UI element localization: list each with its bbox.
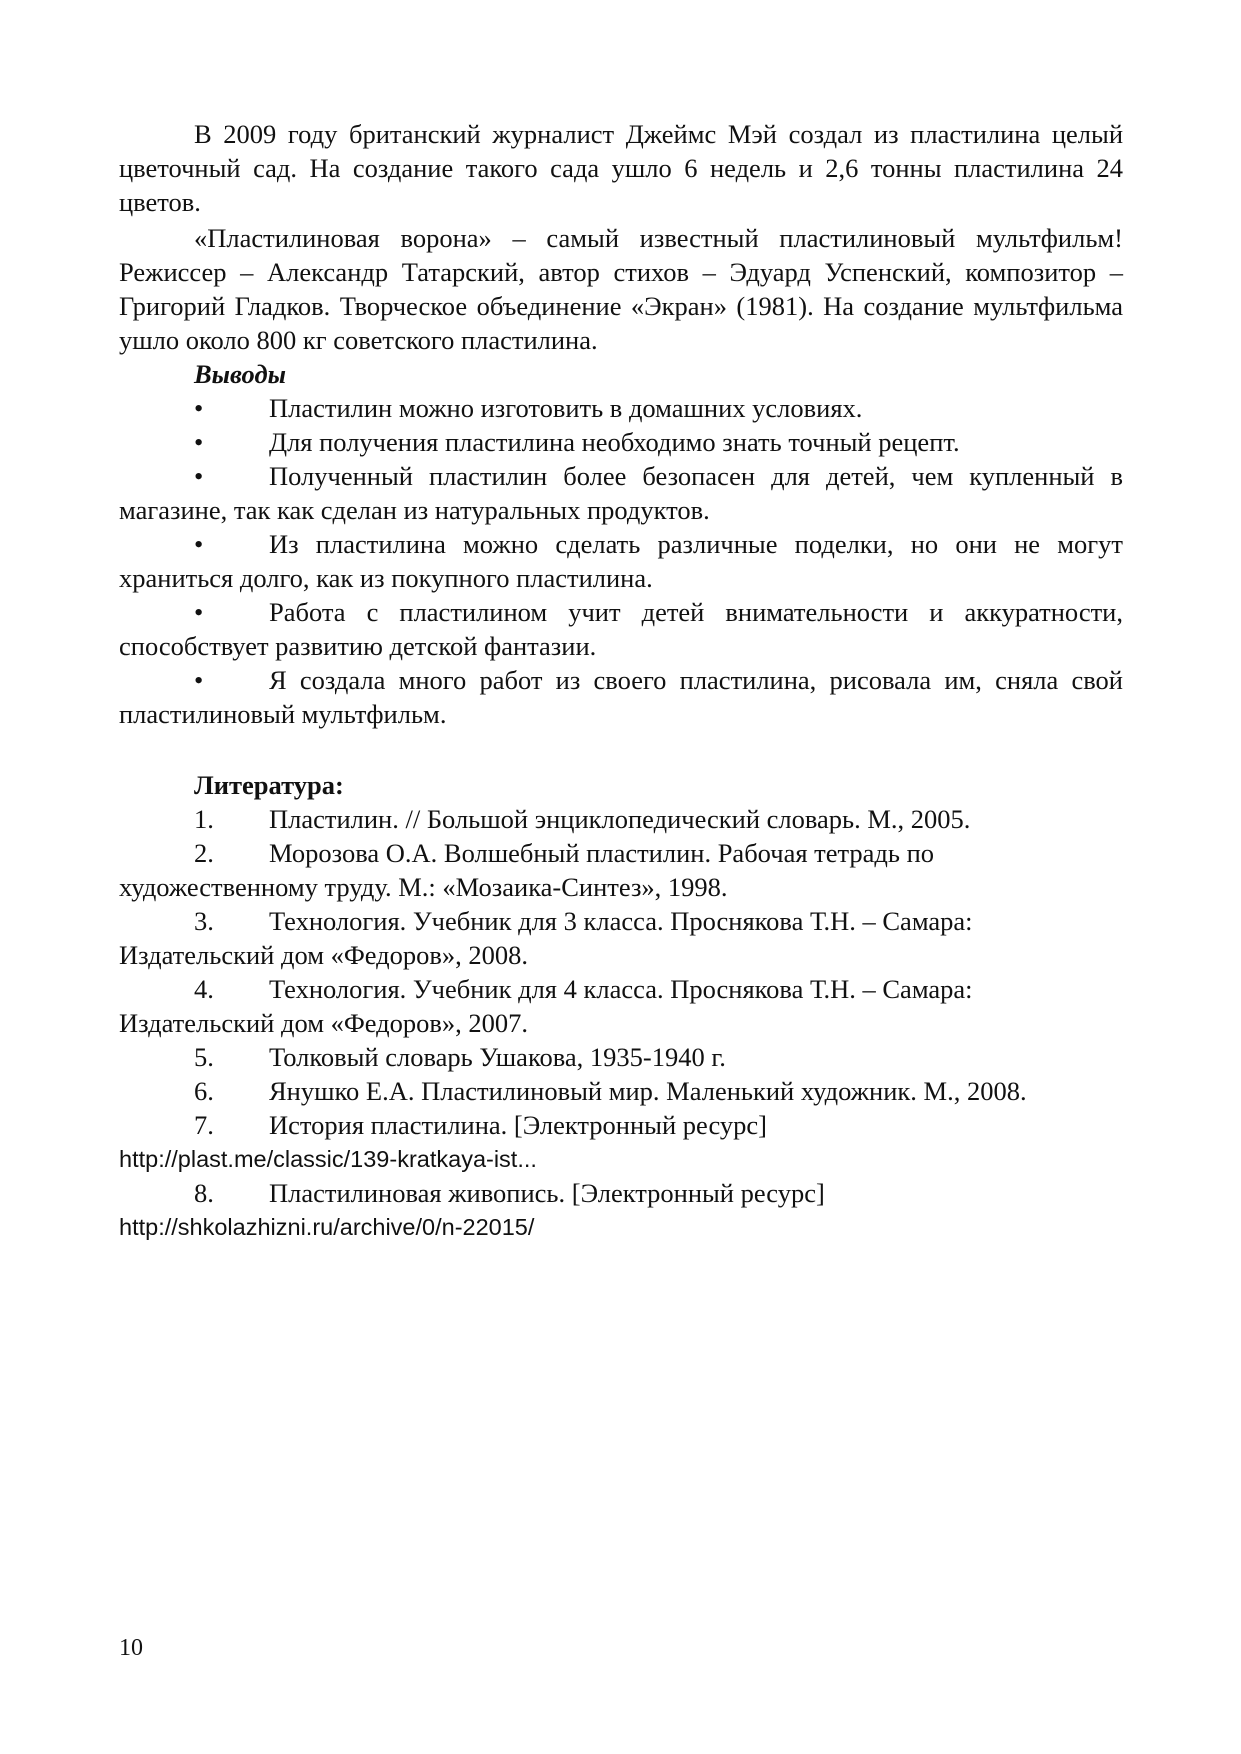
bullet-icon: • — [194, 529, 204, 559]
reference-item: 1. Пластилин. // Большой энциклопедический словарь. М., 2005. — [194, 804, 971, 834]
bullet-icon: • — [194, 427, 204, 457]
reference-item: 4. Технология. Учебник для 4 класса. Проснякова Т.Н. – Самара: Издательский дом «Федоров», 2007. — [119, 974, 973, 1038]
conclusion-item: • Для получения пластилина необходимо знать точный рецепт. — [194, 427, 960, 457]
page-number: 10 — [119, 1635, 143, 1661]
reference-item: 7. История пластилина. [Электронный ресурс] — [194, 1110, 767, 1140]
reference-item: 5. Толковый словарь Ушакова, 1935-1940 г. — [194, 1042, 726, 1072]
reference-number: 2. — [194, 838, 214, 868]
literature-list — [119, 802, 1123, 1244]
page-content — [119, 117, 1123, 1244]
literature-heading: Литература: — [194, 770, 344, 800]
conclusion-item: • Из пластилина можно сделать различные поделки, но они не могут храниться долго, как из покупного пластилина. — [119, 529, 1123, 593]
bullet-icon: • — [194, 461, 204, 491]
paragraph-crow-cartoon: «Пластилиновая ворона» – самый известный пластилиновый мультфильм! Режиссер – Александр Татарский, автор стихов – Эдуард Успенский, композитор – Григорий Гладков. Творческое объединение «Экран» (1981). На создание мультфильма ушло около 800 кг советского пластилина. — [119, 223, 1123, 355]
reference-number: 3. — [194, 906, 214, 936]
conclusions-list — [119, 391, 1123, 731]
paragraph-garden: В 2009 году британский журналист Джеймс Мэй создал из пластилина целый цветочный сад. На создание такого сада ушло 6 недель и 2,6 тонны пластилина 24 цветов. — [119, 119, 1123, 217]
reference-item: 8. Пластилиновая живопись. [Электронный ресурс] — [194, 1178, 825, 1208]
bullet-icon: • — [194, 665, 204, 695]
bullet-icon: • — [194, 597, 204, 627]
reference-item: 3. Технология. Учебник для 3 класса. Проснякова Т.Н. – Самара: Издательский дом «Федоров», 2008. — [119, 906, 973, 970]
conclusion-item: • Полученный пластилин более безопасен для детей, чем купленный в магазине, так как сделан из натуральных продуктов. — [119, 461, 1123, 525]
reference-number: 7. — [194, 1110, 214, 1140]
conclusion-item: • Пластилин можно изготовить в домашних условиях. — [194, 393, 863, 423]
conclusions-heading: Выводы — [194, 359, 286, 389]
conclusion-item: • Я создала много работ из своего пластилина, рисовала им, сняла свой пластилиновый мультфильм. — [119, 665, 1123, 729]
reference-number: 4. — [194, 974, 214, 1004]
reference-url: http://plast.me/classic/139-kratkaya-ist... — [119, 1146, 537, 1172]
reference-number: 5. — [194, 1042, 214, 1072]
reference-number: 8. — [194, 1178, 214, 1208]
reference-item: 6. Янушко Е.А. Пластилиновый мир. Маленький художник. М., 2008. — [194, 1076, 1027, 1106]
reference-number: 1. — [194, 804, 214, 834]
bullet-icon: • — [194, 393, 204, 423]
reference-item: 2. Морозова О.А. Волшебный пластилин. Рабочая тетрадь по художественному труду. М.: «Мозаика-Синтез», 1998. — [119, 838, 935, 902]
conclusion-item: • Работа с пластилином учит детей внимательности и аккуратности, способствует развитию детской фантазии. — [119, 597, 1123, 661]
reference-url: http://shkolazhizni.ru/archive/0/n-22015/ — [119, 1214, 535, 1240]
reference-number: 6. — [194, 1076, 214, 1106]
